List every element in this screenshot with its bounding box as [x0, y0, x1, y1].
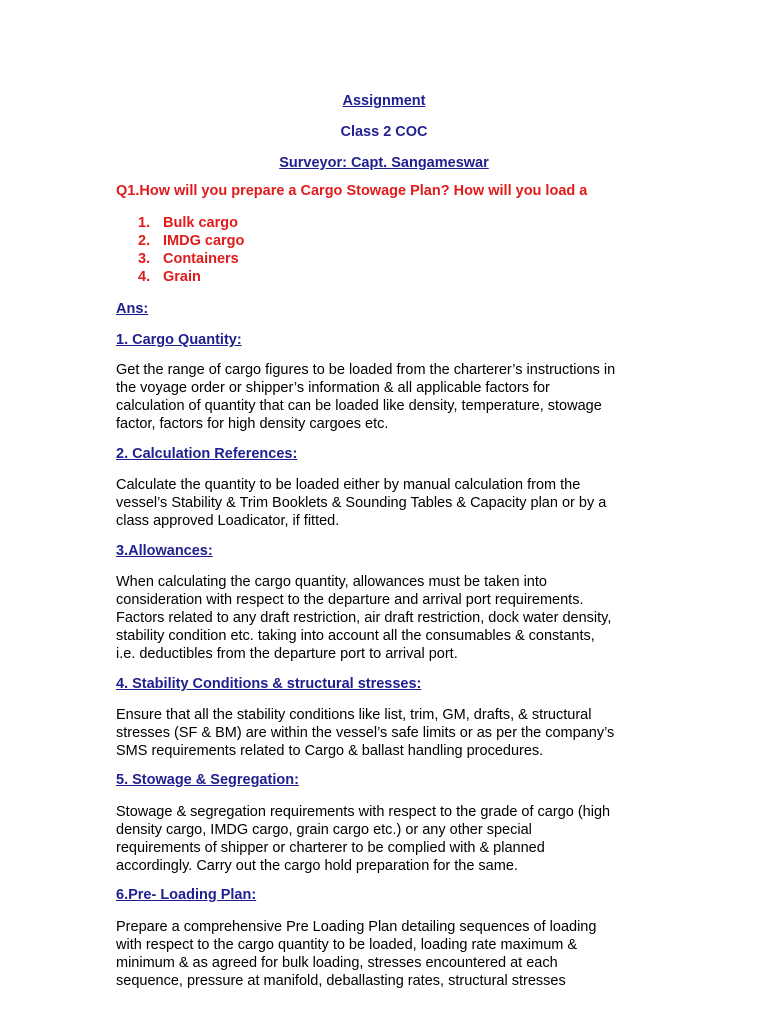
answer-label: Ans:	[116, 301, 149, 317]
section-paragraph: Get the range of cargo figures to be loaded from the charterer’s instructions in the voyage order or shipper’s information & all applicable factors for calculation of quantity that can be loaded like density, temperature, stowage factor, factors for high density cargoes etc.	[116, 362, 616, 432]
section-heading: 5. Stowage & Segregation:	[116, 772, 299, 788]
surveyor-line: Surveyor: Capt. Sangameswar	[279, 155, 489, 171]
section-heading: 2. Calculation References:	[116, 446, 298, 462]
document-subtitle: Class 2 COC	[340, 124, 428, 140]
question-list	[138, 214, 244, 286]
list-item: 1. Bulk cargo	[138, 215, 238, 231]
question-text: Q1.How will you prepare a Cargo Stowage Plan? How will you load a	[116, 183, 588, 199]
section-paragraph: When calculating the cargo quantity, allowances must be taken into consideration with respect to the departure and arrival port requirements. Factors related to any draft restriction, air draft restriction, dock water density, stability condition etc. taking into account all the consumables & constants, i.e. deductibles from the departure port to arrival port.	[116, 574, 612, 662]
list-item: 3. Containers	[138, 251, 239, 267]
section-heading: 6.Pre- Loading Plan:	[116, 887, 257, 903]
section-heading: 1. Cargo Quantity:	[116, 332, 242, 348]
list-item: 4. Grain	[138, 269, 201, 285]
section-heading: 3.Allowances:	[116, 543, 213, 559]
document-title: Assignment	[342, 93, 426, 109]
section-paragraph: Calculate the quantity to be loaded either by manual calculation from the vessel’s Stability & Trim Booklets & Sounding Tables & Capacity plan or by a class approved Loadicator, if fitted.	[116, 477, 607, 529]
section-paragraph: Prepare a comprehensive Pre Loading Plan detailing sequences of loading with respect to the cargo quantity to be loaded, loading rate maximum & minimum & as agreed for bulk loading, stresses encountered at each sequence, pressure at manifold, deballasting rates, structural stresses	[116, 919, 597, 989]
section-paragraph: Ensure that all the stability conditions like list, trim, GM, drafts, & structural stresses (SF & BM) are within the vessel’s safe limits or as per the company’s SMS requirements related to Cargo & ballast handling procedures.	[116, 707, 615, 759]
section-paragraph: Stowage & segregation requirements with respect to the grade of cargo (high density cargo, IMDG cargo, grain cargo etc.) or any other special requirements of shipper or charterer to be complied with & planned accordingly. Carry out the cargo hold preparation for the same.	[116, 804, 611, 874]
section-heading: 4. Stability Conditions & structural stresses:	[116, 676, 422, 692]
list-item: 2. IMDG cargo	[138, 233, 245, 249]
